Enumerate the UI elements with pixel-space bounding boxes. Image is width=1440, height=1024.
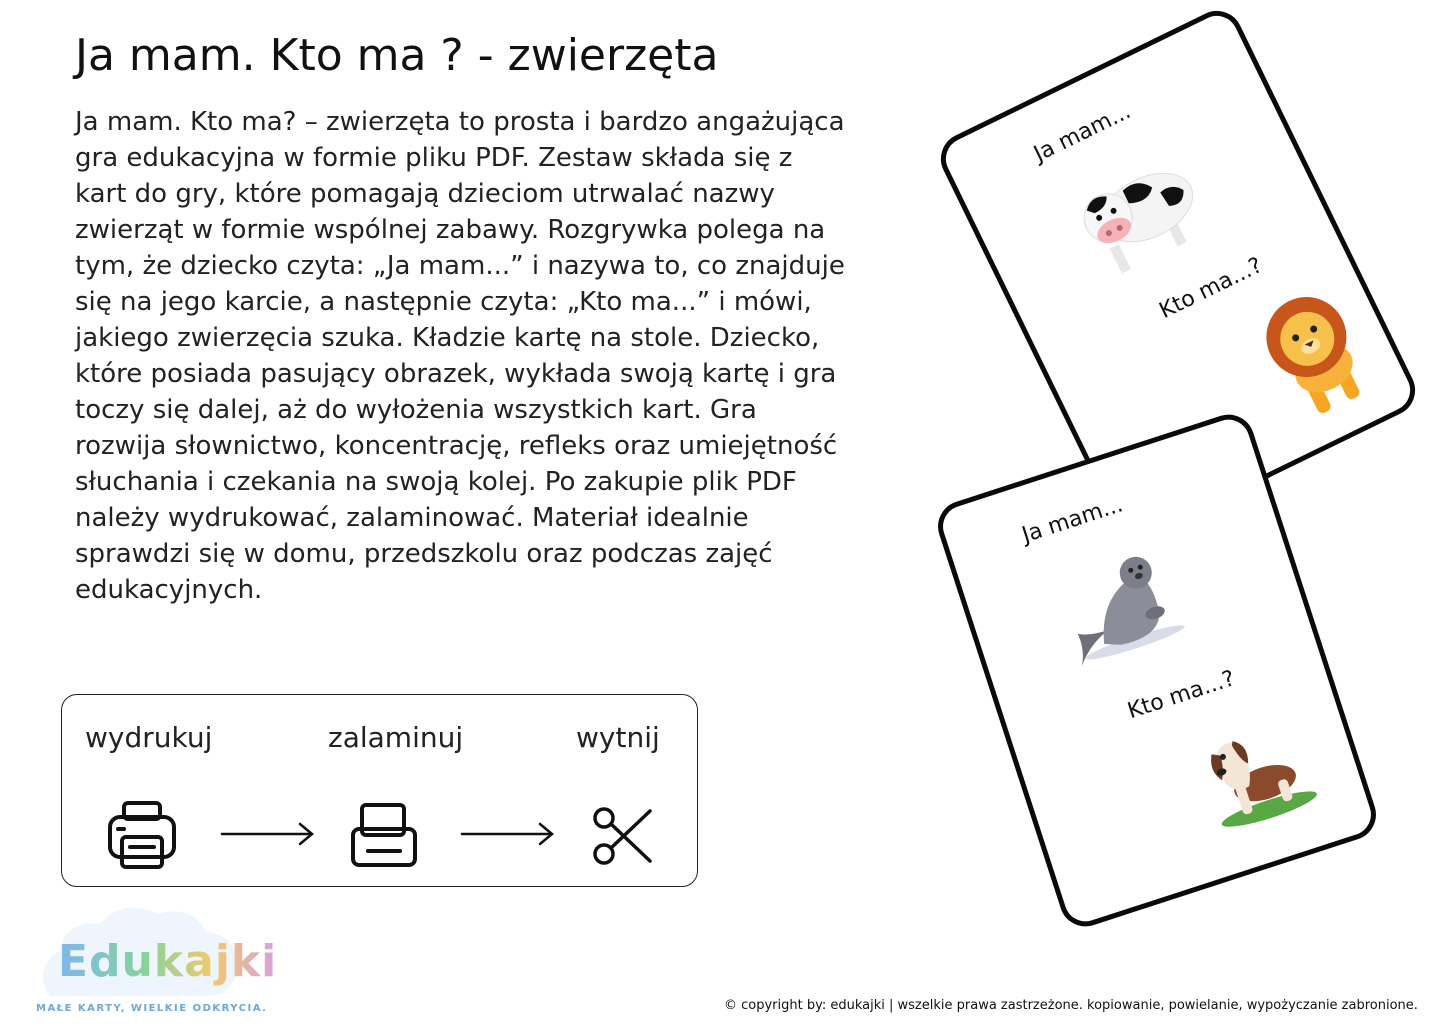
step-cut-label: wytnij: [576, 721, 660, 754]
card-have-text: Ja mam...: [1019, 492, 1127, 549]
arrow-right-icon: [220, 819, 316, 849]
edukajki-logo: [30, 900, 278, 1020]
card-who-text: Kto ma...?: [1124, 666, 1239, 725]
dog-illustration: [1187, 703, 1326, 842]
preparation-steps: [61, 694, 698, 887]
brand-name: Edukajki: [58, 936, 278, 987]
step-print-label: wydrukuj: [85, 721, 213, 754]
lion-illustration: [1241, 276, 1387, 429]
step-laminate-label: zalaminuj: [328, 721, 464, 754]
card-have-text: Ja mam...: [1030, 98, 1135, 168]
brand-tagline: MAŁE KARTY, WIELKIE ODKRYCIA.: [36, 1003, 268, 1014]
seal-illustration: [1040, 536, 1198, 681]
printer-icon: [106, 799, 178, 871]
product-description: Ja mam. Kto ma? – zwierzęta to prosta i bardzo angażująca gra edukacyjna w formie pliku PDF. Zestaw składa się z kart do gry, które pomagają dzieciom utrwalać nazwy zwierząt w formie wspólnej zabawy. Rozgrywka polega na tym, że dziecko czyta: „Ja mam...” i nazywa to, co znajduje się na jego karcie, a następnie czyta: „Kto ma...” i mówi, jakiego zwierzęcia szuka. Kładzie kartę na stole. Dziecko, które posiada pasujący obrazek, wykłada swoją kartę i gra toczy się dalej, aż do wyłożenia wszystkich kart. Gra rozwija słownictwo, koncentrację, refleks oraz umiejętność słuchania i czekania na swoją kolej. Po zakupie plik PDF należy wydrukować, zalaminować. Materiał idealnie sprawdzi się w domu, przedszkolu oraz podczas zajęć edukacyjnych.: [75, 107, 845, 605]
game-card-seal-dog: [931, 408, 1382, 933]
cow-illustration: [1064, 138, 1225, 285]
page-title: Ja mam. Kto ma ? - zwierzęta: [75, 30, 719, 81]
copyright-notice: © copyright by: edukajki | wszelkie prawa zastrzeżone. kopiowanie, powielanie, wypożyczanie zabronione.: [724, 998, 1418, 1013]
laminator-icon: [350, 801, 418, 869]
scissors-icon: [592, 805, 654, 867]
card-who-text: Kto ma...?: [1155, 252, 1267, 325]
arrow-right-icon: [460, 819, 556, 849]
